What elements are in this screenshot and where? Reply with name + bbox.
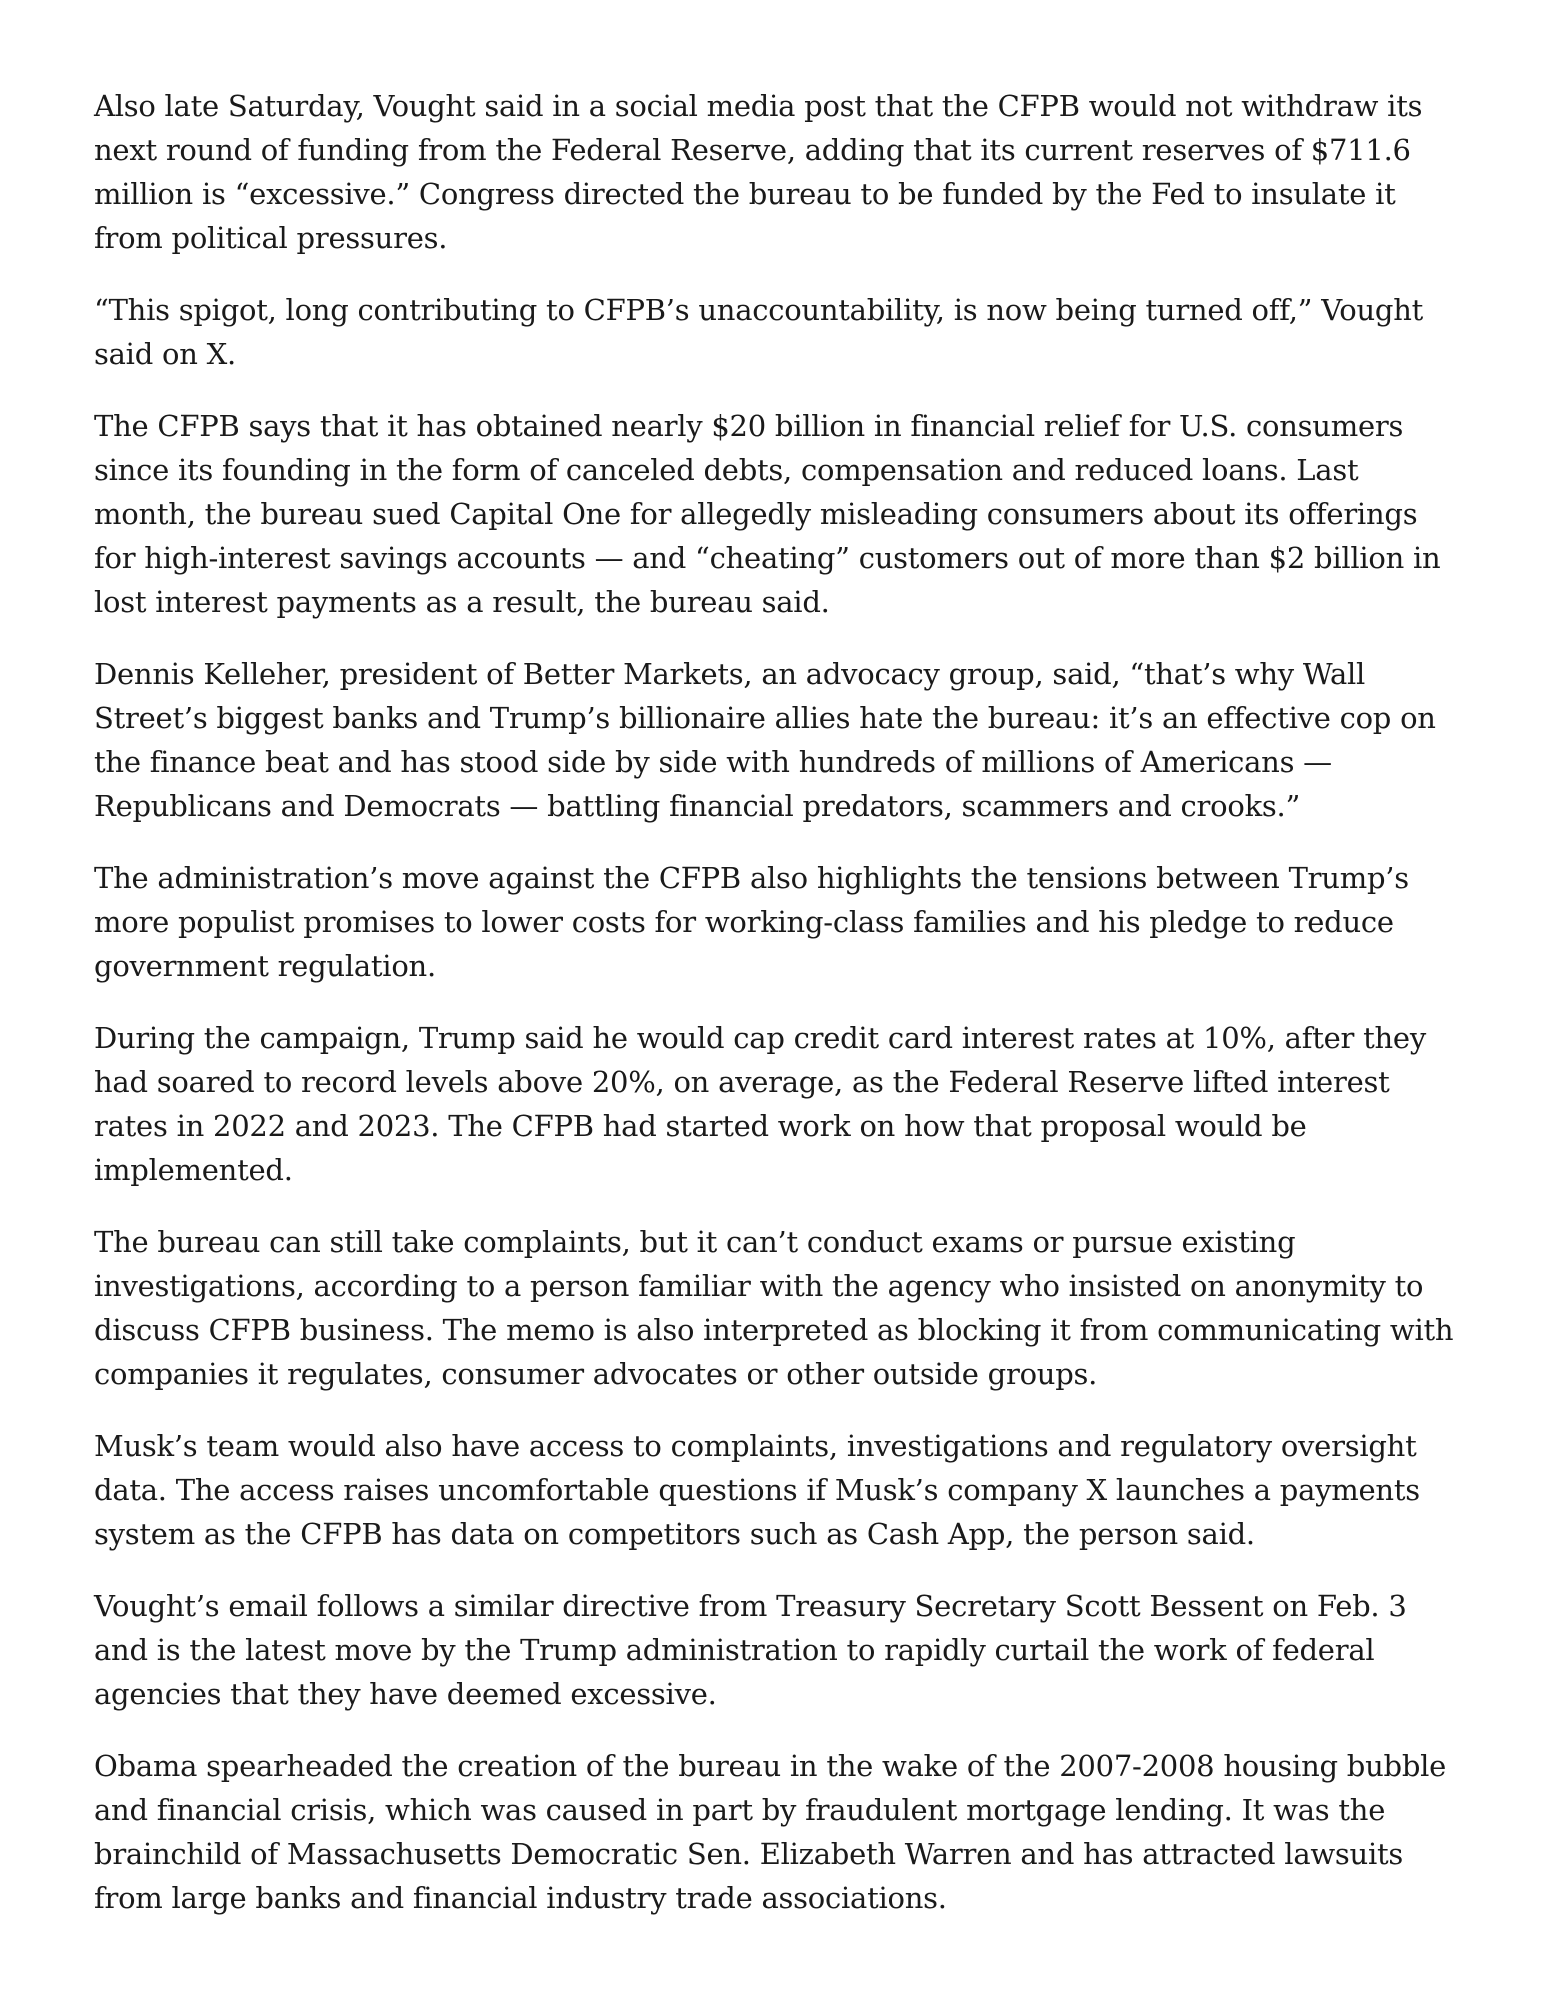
paragraph-musk-access: Musk’s team would also have access to complaints, investigations and regulatory oversight data. The access raises uncomfortable questions if Musk’s company X launches a payments system as the CFPB has data on competitors such as Cash App, the person said. (94, 1429, 1420, 1551)
paragraph-campaign-interest-cap: During the campaign, Trump said he would cap credit card interest rates at 10%, after they had soared to record levels above 20%, on average, as the Federal Reserve lifted interest rates in 2022 and 2023. The CFPB had started work on how that proposal would be implemented. (94, 1021, 1426, 1187)
paragraph-complaints-exams: The bureau can still take complaints, but it can’t conduct exams or pursue existing investigations, according to a person familiar with the agency who insisted on anonymity to discuss CFPB business. The memo is also interpreted as blocking it from communicating with companies it regulates, consumer advocates or other outside groups. (94, 1225, 1454, 1391)
paragraph-kelleher-quote: Dennis Kelleher, president of Better Markets, an advocacy group, said, “that’s why Wall Street’s biggest banks and Trump’s billionaire allies hate the bureau: it’s an effective cop on the finance beat and has stood side by side with hundreds of millions of Americans — Republicans and Democrats — battling financial predators, scammers and crooks.” (94, 657, 1436, 823)
article-body (94, 84, 1464, 1920)
paragraph-cfpb-relief: The CFPB says that it has obtained nearly $20 billion in financial relief for U.S. consumers since its founding in the form of canceled debts, compensation and reduced loans. Last month, the bureau sued Capital One for allegedly misleading consumers about its offerings for high-interest savings accounts — and “cheating” customers out of more than $2 billion in lost interest payments as a result, the bureau said. (94, 409, 1441, 619)
paragraph-spigot-quote: “This spigot, long contributing to CFPB’s unaccountability, is now being turned off,” Vought said on X. (94, 293, 1424, 371)
paragraph-vought-funding: Also late Saturday, Vought said in a social media post that the CFPB would not withdraw its next round of funding from the Federal Reserve, adding that its current reserves of $711.6 million is “excessive.” Congress directed the bureau to be funded by the Fed to insulate it from political pressures. (94, 89, 1423, 255)
paragraph-administration-tensions: The administration’s move against the CFPB also highlights the tensions between Trump’s more populist promises to lower costs for working-class families and his pledge to reduce government regulation. (94, 861, 1409, 983)
paragraph-obama-creation: Obama spearheaded the creation of the bureau in the wake of the 2007-2008 housing bubble and financial crisis, which was caused in part by fraudulent mortgage lending. It was the brainchild of Massachusetts Democratic Sen. Elizabeth Warren and has attracted lawsuits from large banks and financial industry trade associations. (94, 1749, 1447, 1915)
paragraph-bessent-directive: Vought’s email follows a similar directive from Treasury Secretary Scott Bessent on Feb. 3 and is the latest move by the Trump administration to rapidly curtail the work of federal agencies that they have deemed excessive. (94, 1589, 1407, 1711)
